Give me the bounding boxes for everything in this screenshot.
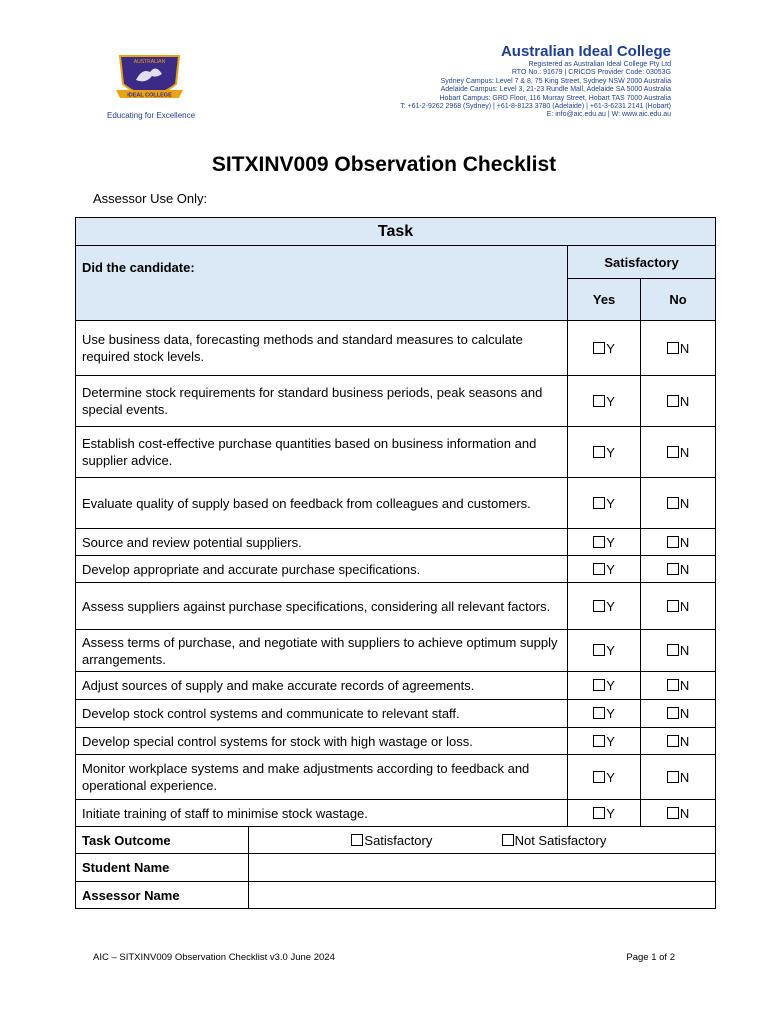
no-checkbox[interactable]: N (641, 630, 716, 672)
college-name: Australian Ideal College (500, 43, 671, 60)
table-row (76, 630, 716, 672)
checkbox-icon (593, 735, 605, 747)
checkbox-icon (667, 446, 679, 458)
outcome-satisfactory-checkbox[interactable]: Satisfactory (351, 833, 432, 848)
table-row (76, 755, 716, 800)
yes-checkbox[interactable]: Y (568, 556, 641, 583)
table-row (76, 800, 716, 827)
college-tagline: Educating for Excellence (107, 111, 196, 120)
checkbox-icon (593, 395, 605, 407)
checkbox-icon (593, 342, 605, 354)
no-checkbox[interactable]: N (641, 321, 716, 376)
yes-checkbox[interactable]: Y (568, 672, 641, 700)
checkbox-icon (667, 600, 679, 612)
checkbox-icon (593, 644, 605, 656)
table-row (76, 376, 716, 427)
student-name-row (76, 854, 716, 882)
yes-checkbox[interactable]: Y (568, 427, 641, 478)
address-line: E: info@aic.edu.au | W: www.aic.edu.au (546, 111, 671, 119)
checkbox-icon (593, 563, 605, 575)
checkbox-icon (593, 771, 605, 783)
checkbox-icon (502, 834, 514, 846)
table-row (76, 672, 716, 700)
criterion-text: Assess terms of purchase, and negotiate with suppliers to achieve optimum supply arrangements. (76, 630, 568, 672)
task-outcome-label: Task Outcome (76, 827, 249, 854)
did-candidate-header: Did the candidate: (76, 246, 568, 321)
assessor-name-label: Assessor Name (76, 882, 249, 909)
footer-document-info: AIC – SITXINV009 Observation Checklist v3.0 June 2024 (93, 952, 335, 963)
yes-checkbox[interactable]: Y (568, 529, 641, 556)
observation-checklist-table (75, 217, 716, 909)
criterion-text: Develop appropriate and accurate purchase specifications. (76, 556, 568, 583)
yes-checkbox[interactable]: Y (568, 321, 641, 376)
crest-banner-text: IDEAL COLLEGE (127, 92, 172, 99)
yes-checkbox[interactable]: Y (568, 583, 641, 630)
no-checkbox[interactable]: N (641, 478, 716, 529)
checkbox-icon (593, 807, 605, 819)
criterion-text: Establish cost-effective purchase quantities based on business information and supplier advice. (76, 427, 568, 478)
yes-checkbox[interactable]: Y (568, 755, 641, 800)
checkbox-icon (667, 644, 679, 656)
checkbox-icon (667, 807, 679, 819)
no-checkbox[interactable]: N (641, 728, 716, 755)
checkbox-icon (667, 395, 679, 407)
checkbox-icon (667, 707, 679, 719)
criterion-text: Monitor workplace systems and make adjustments according to feedback and operational experience. (76, 755, 568, 800)
address-line: Adelaide Campus: Level 3, 21-23 Rundle Mall, Adelaide SA 5000 Australia (440, 86, 671, 94)
task-outcome-row (76, 827, 716, 854)
checkbox-icon (593, 497, 605, 509)
criterion-text: Assess suppliers against purchase specifications, considering all relevant factors. (76, 583, 568, 630)
assessor-use-label: Assessor Use Only: (93, 191, 208, 206)
table-row (76, 478, 716, 529)
table-row (76, 427, 716, 478)
criterion-text: Initiate training of staff to minimise stock wastage. (76, 800, 568, 827)
no-checkbox[interactable]: N (641, 529, 716, 556)
criterion-text: Evaluate quality of supply based on feedback from colleagues and customers. (76, 478, 568, 529)
no-checkbox[interactable]: N (641, 556, 716, 583)
assessor-name-field[interactable] (248, 882, 715, 909)
task-header: Task (76, 218, 716, 246)
no-header: No (641, 279, 716, 321)
checkbox-icon (667, 771, 679, 783)
outcome-not-satisfactory-checkbox[interactable]: Not Satisfactory (502, 833, 607, 848)
satisfactory-header: Satisfactory (568, 246, 716, 279)
address-line: Hobart Campus: GRD Floor, 116 Murray Street, Hobart TAS 7000 Australia (439, 94, 671, 102)
no-checkbox[interactable]: N (641, 755, 716, 800)
checkbox-icon (667, 563, 679, 575)
table-row (76, 728, 716, 755)
no-checkbox[interactable]: N (641, 800, 716, 827)
table-row (76, 583, 716, 630)
checkbox-icon (351, 834, 363, 846)
yes-checkbox[interactable]: Y (568, 376, 641, 427)
task-outcome-options (248, 827, 715, 854)
criterion-text: Adjust sources of supply and make accurate records of agreements. (76, 672, 568, 700)
yes-checkbox[interactable]: Y (568, 630, 641, 672)
college-info (400, 43, 671, 120)
crest-icon (112, 50, 187, 108)
no-checkbox[interactable]: N (641, 427, 716, 478)
yes-header: Yes (568, 279, 641, 321)
criterion-text: Use business data, forecasting methods and standard measures to calculate required stock levels. (76, 321, 568, 376)
student-name-field[interactable] (248, 854, 715, 882)
no-checkbox[interactable]: N (641, 583, 716, 630)
table-row (76, 529, 716, 556)
footer-page-number: Page 1 of 2 (626, 952, 675, 963)
yes-checkbox[interactable]: Y (568, 478, 641, 529)
table-row (76, 321, 716, 376)
checkbox-icon (593, 600, 605, 612)
page-title: SITXINV009 Observation Checklist (211, 153, 557, 176)
crest-text: AUSTRALIAN (133, 59, 166, 65)
table-row (76, 556, 716, 583)
checkbox-icon (667, 497, 679, 509)
checkbox-icon (593, 679, 605, 691)
table-row (76, 700, 716, 728)
checkbox-icon (593, 707, 605, 719)
criterion-text: Determine stock requirements for standard business periods, peak seasons and special events. (76, 376, 568, 427)
no-checkbox[interactable]: N (641, 376, 716, 427)
no-checkbox[interactable]: N (641, 700, 716, 728)
no-checkbox[interactable]: N (641, 672, 716, 700)
criterion-text: Develop stock control systems and communicate to relevant staff. (76, 700, 568, 728)
checkbox-icon (667, 342, 679, 354)
address-line: Registered as Australian Ideal College Pty Ltd (528, 61, 671, 68)
address-line: RTO No.: 91679 | CRICOS Provider Code: 03053G (511, 69, 671, 77)
yes-checkbox[interactable]: Y (568, 800, 641, 827)
checkbox-icon (667, 536, 679, 548)
address-line: Sydney Campus: Level 7 & 8, 75 King Street, Sydney NSW 2000 Australia (440, 77, 671, 85)
checkbox-icon (593, 536, 605, 548)
assessor-name-row (76, 882, 716, 909)
checkbox-icon (593, 446, 605, 458)
yes-checkbox[interactable]: Y (568, 700, 641, 728)
criterion-text: Develop special control systems for stock with high wastage or loss. (76, 728, 568, 755)
checkbox-icon (667, 679, 679, 691)
yes-checkbox[interactable]: Y (568, 728, 641, 755)
checkbox-icon (667, 735, 679, 747)
student-name-label: Student Name (76, 854, 249, 882)
criterion-text: Source and review potential suppliers. (76, 529, 568, 556)
address-line: T: +61-2-9262 2968 (Sydney) | +61-8-8123 3780 (Adelaide) | +61-3-6231 2141 (Hobart) (400, 103, 671, 111)
